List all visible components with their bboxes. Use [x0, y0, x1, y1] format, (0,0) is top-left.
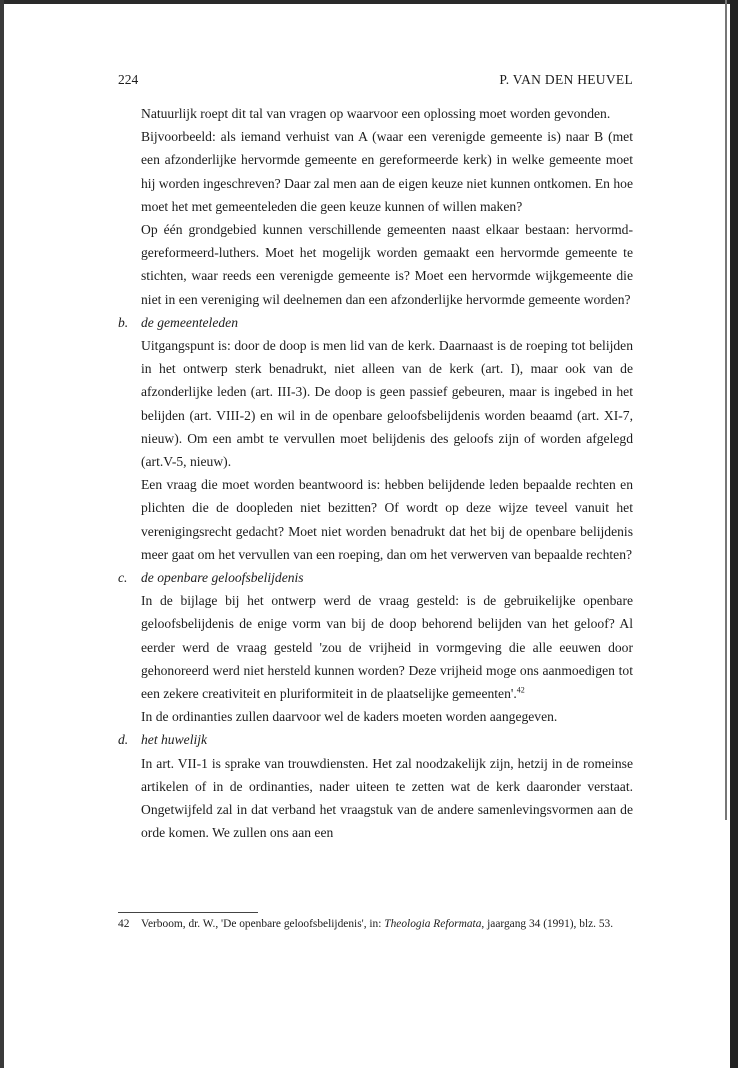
paragraph: Uitgangspunt is: door de doop is men lid van de kerk. Daarnaast is de roeping tot belijden in het ontwerp sterk benadrukt, niet alleen van de kerk (art. I), maar ook van de afzonderlijke leden (art. III-3). De doop is geen passief gebeuren, maar is ingebed in het belijden (art. VIII-2) en wil in de openbare geloofsbelijdenis worden beaamd (art. XI-7, nieuw). Om een ambt te vervullen moet belijdenis des geloofs zijn of worden afgelegd (art.V-5, nieuw).	[141, 338, 633, 470]
running-head	[118, 72, 633, 92]
paragraph: Bijvoorbeeld: als iemand verhuist van A (waar een verenigde gemeente is) naar B (met een afzonderlijke hervormde gemeente en gereformeerde kerk) in welke gemeente moet hij worden ingeschreven? Daar zal men aan de eigen keuze niet kunnen ontkomen. En hoe moet het met gemeenteleden die geen keuze kunnen of willen maken?	[141, 129, 633, 214]
footnote	[118, 917, 633, 933]
footnote-divider	[118, 912, 258, 913]
scan-edge-inner	[725, 0, 727, 820]
section-label: c.	[118, 570, 128, 586]
section-label: d.	[118, 732, 129, 748]
paragraph: In de ordinanties zullen daarvoor wel de kaders moeten worden aangegeven.	[141, 709, 558, 725]
scan-edge-left	[0, 0, 4, 1068]
footnote-text-after: , jaargang 34 (1991), blz. 53.	[481, 918, 614, 930]
section-heading-d	[118, 728, 633, 751]
section-label: b.	[118, 314, 129, 330]
scan-edge-right	[730, 0, 738, 1068]
footnote-journal: Theologia Reformata	[384, 918, 482, 930]
paragraph: Op één grondgebied kunnen verschillende gemeenten naast elkaar bestaan: hervormd-gereformeerd-luthers. Moet het mogelijk worden gemaakt een hervormde gemeente te stichten, waar reeds een verenigde gemeente is? Moet een hervormde wijkgemeente die niet in een vereniging wil deelnemen dan een afzonderlijke hervormde gemeente worden?	[141, 222, 633, 307]
footnote-text-before: Verboom, dr. W., 'De openbare geloofsbelijdenis', in:	[141, 918, 385, 930]
paragraph	[118, 589, 633, 705]
section-title: het huwelijk	[141, 732, 208, 748]
scan-edge-top	[0, 0, 738, 4]
paragraph: Natuurlijk roept dit tal van vragen op waarvoor een oplossing moet worden gevonden.	[141, 106, 611, 121]
section-heading-b	[118, 311, 633, 334]
footnote-text	[118, 917, 633, 933]
footnote-number: 42	[118, 918, 130, 930]
paragraph: In art. VII-1 is sprake van trouwdiensten. Het zal noodzakelijk zijn, hetzij in de romeinse artikelen of in de ordinanties, nader uiteen te zetten wat de kerk daaronder verstaat. Ongetwijfeld zal in dat verband het vraagstuk van de andere samenlevingsvormen aan de orde komen. We zullen ons aan een	[141, 755, 633, 841]
section-heading-c	[118, 566, 633, 589]
running-head-author: P. VAN DEN HEUVEL	[499, 72, 633, 87]
body-text	[118, 102, 633, 845]
paragraph: Een vraag die moet worden beantwoord is: hebben belijdende leden bepaalde rechten en plichten die de doopleden niet bezitten? Of wordt op deze wijze teveel vanuit het verenigingsrecht gedacht? Moet niet worden benadrukt dat het bij de openbare belijdenis meer gaat om het vervullen van een roeping, dan om het verwerven van bepaalde rechten?	[141, 477, 633, 562]
paragraph-text: In de bijlage bij het ontwerp werd de vraag gesteld: is de gebruikelijke openbare geloofsbelijdenis de enige vorm van bij de doop behorend belijden van het geloof? Al eerder werd de vraag gesteld 'zou de vrijheid in vormgeving die alle eeuwen door gehonoreerd werd niet hersteld kunnen worden? Deze vrijheid moge ons aanmoedigen tot een zekere creativiteit en pluriformiteit in de plaatselijke gemeenten'.	[141, 593, 633, 702]
section-title: de gemeenteleden	[141, 314, 238, 330]
page-number: 224	[118, 72, 139, 87]
section-title: de openbare geloofsbelijdenis	[141, 570, 304, 586]
footnote-ref[interactable]: 42	[516, 685, 525, 695]
